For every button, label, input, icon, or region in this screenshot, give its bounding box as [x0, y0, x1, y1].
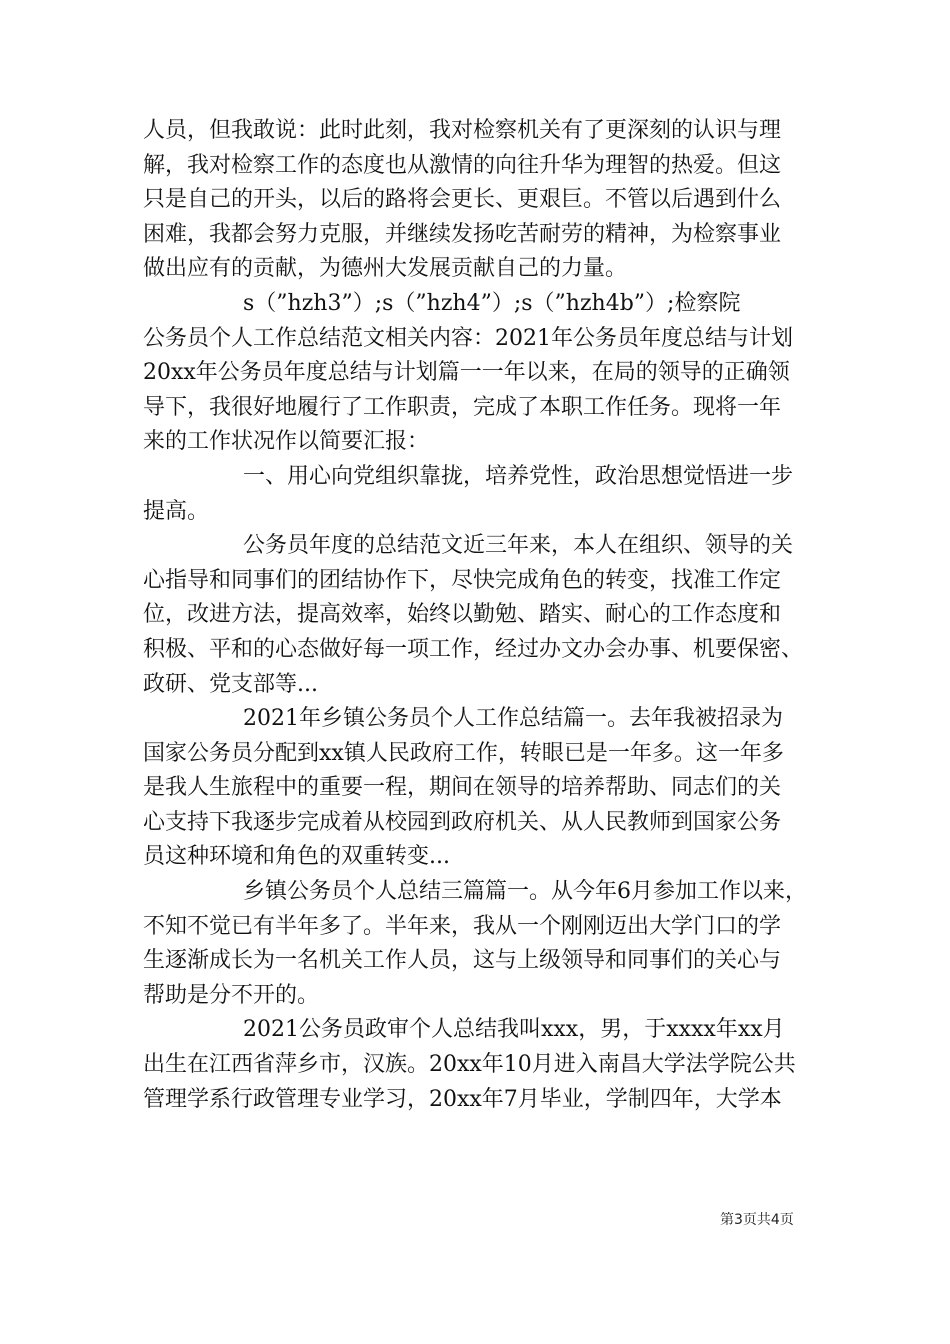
paragraph-start-line: s（”hzh3”）;s（”hzh4”）;s（”hzh4b”）;检察院	[243, 290, 741, 316]
document-body	[143, 114, 823, 1117]
paragraph-start-line: 2021年乡镇公务员个人工作总结篇一。去年我被招录为	[243, 706, 783, 732]
text-line: 不知不觉已有半年多了。半年来，我从一个刚刚迈出大学门口的学	[143, 913, 782, 939]
text-line: 提高。	[143, 498, 210, 524]
text-line: 国家公务员分配到xx镇人民政府工作，转眼已是一年多。这一年多	[143, 740, 784, 766]
paragraph-start-line: 2021公务员政审个人总结我叫xxx，男，于xxxx年xx月	[243, 1017, 785, 1043]
text-line: 管理学系行政管理专业学习，20xx年7月毕业，学制四年，大学本	[143, 1086, 782, 1112]
text-line: 导下，我很好地履行了工作职责，完成了本职工作任务。现将一年	[143, 394, 782, 420]
text-line: 心支持下我逐步完成着从校园到政府机关、从人民教师到国家公务	[143, 809, 782, 835]
text-line: 人员，但我敢说：此时此刻，我对检察机关有了更深刻的认识与理	[143, 118, 782, 143]
text-line: 困难，我都会努力克服，并继续发扬吃苦耐劳的精神，为检察事业	[143, 221, 782, 247]
text-line: 员这种环境和角色的双重转变...	[143, 844, 450, 870]
text-line: 生逐渐成长为一名机关工作人员，这与上级领导和同事们的关心与	[143, 948, 782, 974]
text-line: 做出应有的贡献，为德州大发展贡献自己的力量。	[143, 256, 628, 282]
text-line: 是我人生旅程中的重要一程，期间在领导的培养帮助、同志们的关	[143, 775, 782, 801]
text-line: 积极、平和的心态做好每一项工作，经过办文办会办事、机要保密、	[143, 636, 804, 662]
paragraph-start-line: 一、用心向党组织靠拢，培养党性，政治思想觉悟进一步	[243, 463, 794, 489]
text-line: 公务员个人工作总结范文相关内容：2021年公务员年度总结与计划	[143, 325, 793, 351]
page-number-footer: 第3页共4页	[720, 1212, 794, 1228]
text-line: 解，我对检察工作的态度也从激情的向往升华为理智的热爱。但这	[143, 152, 782, 178]
paragraph-start-line: 乡镇公务员个人总结三篇篇一。从今年6月参加工作以来，	[243, 879, 807, 905]
text-line: 出生在江西省萍乡市，汉族。20xx年10月进入南昌大学法学院公共	[143, 1052, 796, 1078]
text-line: 心指导和同事们的团结协作下，尽快完成角色的转变，找准工作定	[143, 567, 782, 593]
text-line: 帮助是分不开的。	[143, 982, 320, 1008]
paragraph-start-line: 公务员年度的总结范文近三年来，本人在组织、领导的关	[243, 533, 794, 559]
text-line: 政研、党支部等...	[143, 671, 318, 697]
text-line: 20xx年公务员年度总结与计划篇一一年以来，在局的领导的正确领	[143, 360, 790, 386]
text-line: 来的工作状况作以简要汇报：	[143, 429, 430, 455]
text-line: 位，改进方法，提高效率，始终以勤勉、踏实、耐心的工作态度和	[143, 602, 782, 628]
text-line: 只是自己的开头，以后的路将会更长、更艰巨。不管以后遇到什么	[143, 187, 782, 213]
